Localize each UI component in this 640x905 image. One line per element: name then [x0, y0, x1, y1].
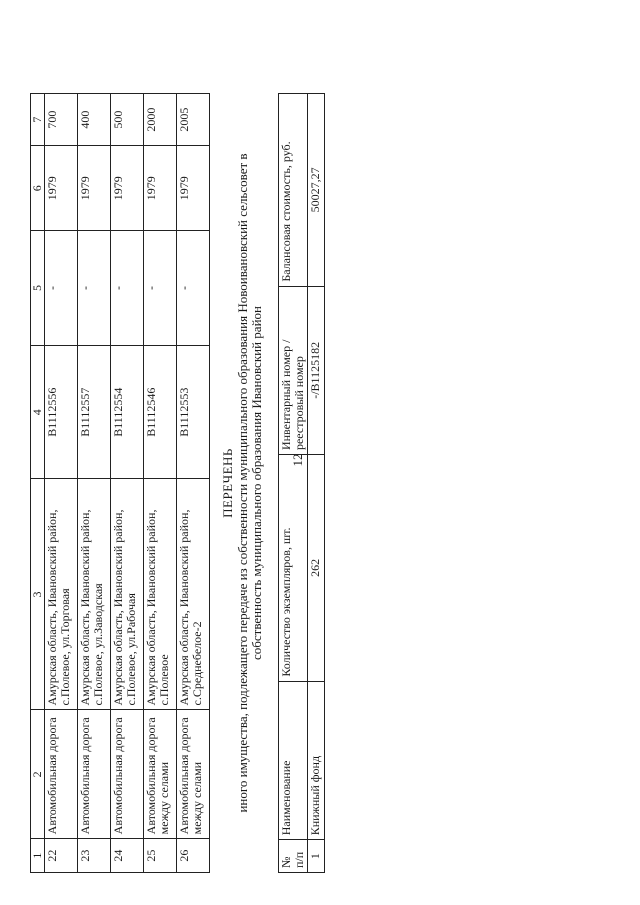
column-header-5: 5 — [31, 230, 45, 345]
column-5-value: - — [45, 230, 78, 345]
header-inventory: Инвентарный номер / реестровый номер — [279, 286, 308, 454]
column-header-7: 7 — [31, 93, 45, 145]
inventory-number: В1112553 — [177, 345, 210, 479]
list-subtitle-line-1: иного имущества, подлежащего передаче из собственности муниципального образования Новоивановский сельсовет в — [235, 152, 250, 813]
rotated-sheet — [30, 33, 610, 873]
year-value: 1979 — [111, 145, 144, 230]
item-inventory: -/В1125182 — [308, 286, 325, 454]
road-name: Автомобильная дорога — [78, 709, 111, 838]
header-quantity: Количество экземпляров, шт. — [279, 454, 308, 681]
inventory-number: В1112554 — [111, 345, 144, 479]
column-5-value: - — [111, 230, 144, 345]
item-quantity: 262 — [308, 454, 325, 681]
column-header-1: 1 — [31, 838, 45, 872]
inventory-number: В1112557 — [78, 345, 111, 479]
length-value: 2005 — [177, 93, 210, 145]
inventory-number: В1112546 — [144, 345, 177, 479]
road-name: Автомобильная дорога между селами — [177, 709, 210, 838]
year-value: 1979 — [144, 145, 177, 230]
row-number: 22 — [45, 838, 78, 872]
column-header-4: 4 — [31, 345, 45, 479]
year-value: 1979 — [177, 145, 210, 230]
row-number: 26 — [177, 838, 210, 872]
table-row — [45, 93, 78, 872]
column-5-value: - — [144, 230, 177, 345]
road-name: Автомобильная дорога — [45, 709, 78, 838]
page-number: 12 — [290, 453, 305, 467]
road-address: Амурская область, Ивановский район, с.Полевое, ул.Рабочая — [111, 478, 144, 709]
inventory-number: В1112556 — [45, 345, 78, 479]
column-5-value: - — [177, 230, 210, 345]
road-name: Автомобильная дорога — [111, 709, 144, 838]
row-number: 24 — [111, 838, 144, 872]
list-subtitle-line-2: собственность муниципального образования Ивановский район — [249, 305, 264, 660]
property-table — [278, 93, 325, 873]
road-address: Амурская область, Ивановский район, с.Среднебелое-2 — [177, 478, 210, 709]
row-number: 25 — [144, 838, 177, 872]
column-header-2: 2 — [31, 709, 45, 838]
length-value: 500 — [111, 93, 144, 145]
item-number: 1 — [308, 839, 325, 872]
header-value: Балансовая стоимость, руб. — [279, 93, 308, 286]
table-row — [144, 93, 177, 872]
table-row — [78, 93, 111, 872]
length-value: 2000 — [144, 93, 177, 145]
road-address: Амурская область, Ивановский район, с.Полевое, ул.Заводская — [78, 478, 111, 709]
item-name: Книжный фонд — [308, 681, 325, 840]
list-heading — [220, 93, 264, 873]
road-address: Амурская область, Ивановский район, с.Полевое, ул.Торговая — [45, 478, 78, 709]
roads-table — [30, 93, 210, 873]
length-value: 700 — [45, 93, 78, 145]
road-name: Автомобильная дорога между селами — [144, 709, 177, 838]
list-title: ПЕРЕЧЕНЬ — [220, 447, 235, 518]
header-number: № п/п — [279, 839, 308, 872]
row-number: 23 — [78, 838, 111, 872]
year-value: 1979 — [45, 145, 78, 230]
header-name: Наименование — [279, 681, 308, 840]
table-row — [177, 93, 210, 872]
road-address: Амурская область, Ивановский район, с.Полевое — [144, 478, 177, 709]
roads-table-header-row — [31, 93, 45, 872]
column-header-3: 3 — [31, 478, 45, 709]
item-value: 50027,27 — [308, 93, 325, 286]
column-header-6: 6 — [31, 145, 45, 230]
column-5-value: - — [78, 230, 111, 345]
year-value: 1979 — [78, 145, 111, 230]
table-row — [308, 93, 325, 872]
property-table-header-row — [279, 93, 308, 872]
length-value: 400 — [78, 93, 111, 145]
table-row — [111, 93, 144, 872]
